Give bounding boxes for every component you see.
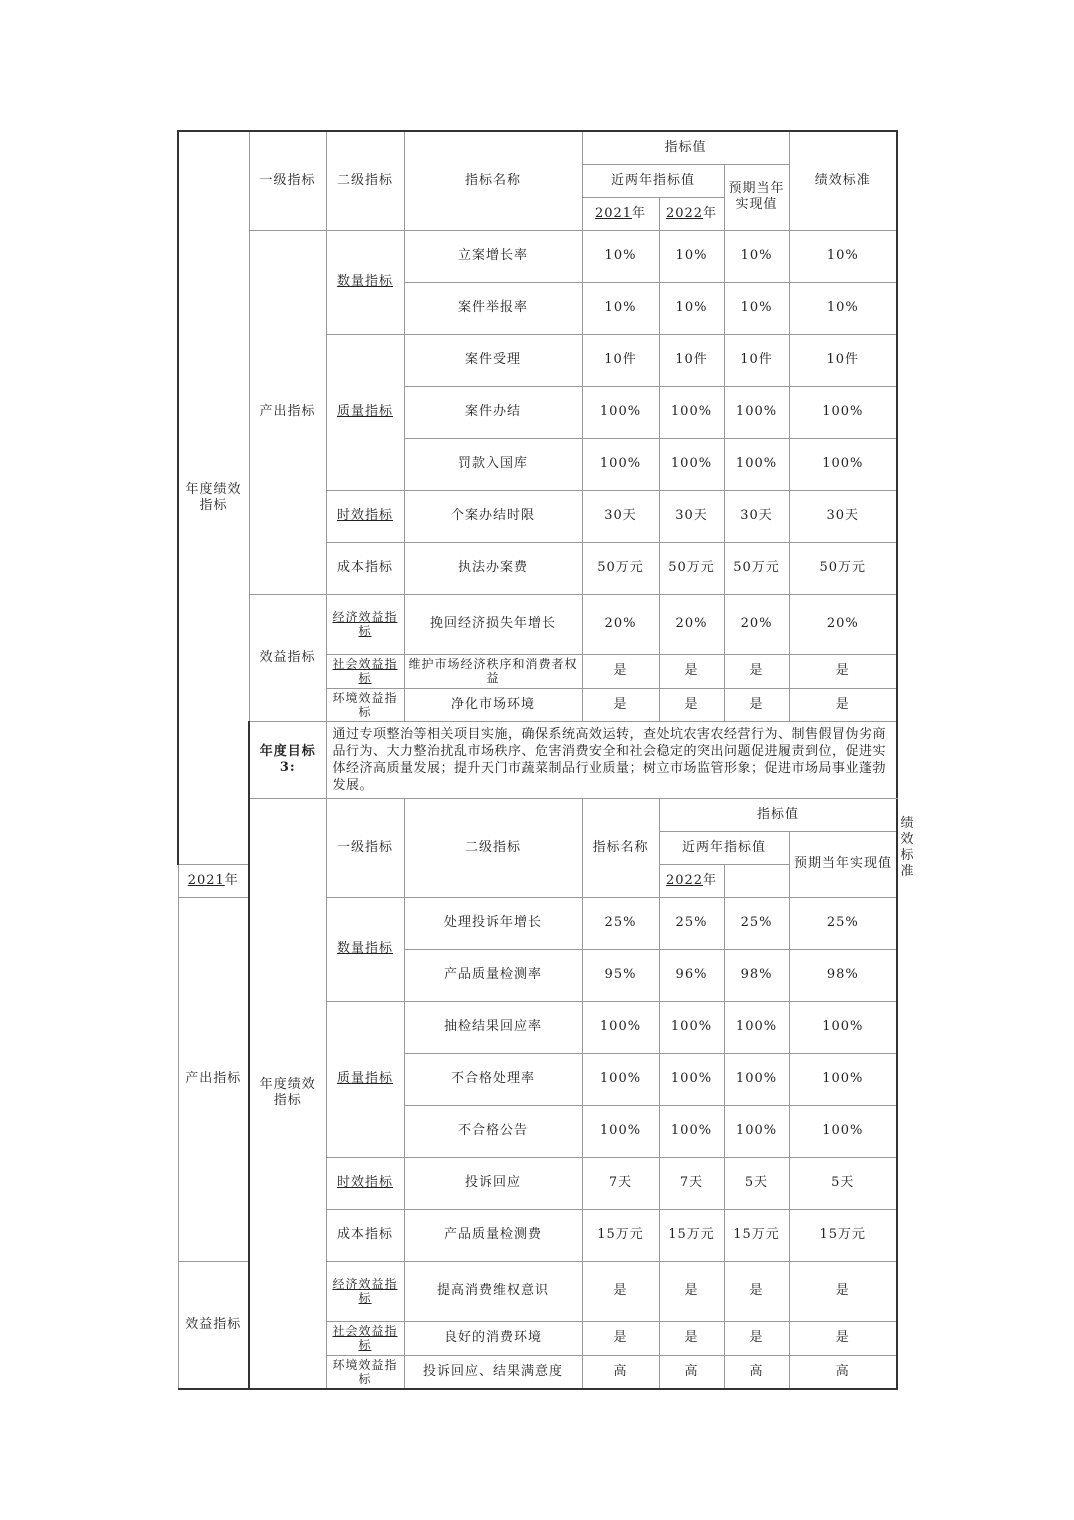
indicator-name: 案件受理 [404,334,582,386]
performance-table: 年度绩效指标 一级指标 二级指标 指标名称 指标值 绩效标准 近两年指标值 预期当年实现值 2021年 2022年 产出指标 数量指标 立案增长率 10% 10% 10% 10% 案件举报率 10% 10% 10% 10% 质量指标 案件受理 10件 10件 10件 10件 案件办结 100% 100% 100% 100% 罚款入国库 100% 100% 100% 100% 时效指标 个案办结时限 30天 30天 30天 30天 成本指标 执法办案费 50万元 50万元 50万元 50万元 效益指标 经济效益指标 挽回经济损失年增长 20% 20% 20% 20% 社会效益指标 维护市场经济秩序和消费者权益 是 是 是 是 环境效益指标 净化市场环境 是 是 是 是 年度目标3: 通过专项整治等相关项目实施，确保系统高效运转，查处坑农害农经营行为、制售假冒伪劣商品行为、大力整治扰乱市场秩序、危害消费安全和社会稳定的突出问题促进履责到位，促进实体经济高质量发展；提升天门市蔬菜制品行业质量；树立市场监管形象；促进市场局事业蓬勃发展。 年度绩效指标 一级指标 二级指标 指标名称 指标值 绩效标准 近两年指标值 预期当年实现值 2021年 2022年 产出指标 数量指标 处理投诉年增长 25% 25% 25% 25% 产品质量检测率 95% 96% 98% 98% 质量指标 抽检结果回应率 100% 100% 100% 100% 不合格处理率 100% 100% 100% 100% 不合格公告 100% 100% 100% 100% 时效指标 投诉回应 7天 7天 5天 5天 成本指标 产品质量检测费 15万元 15万元 15万元 15万元 效益指标 经济效益指标 提高消费维权意识 是 是 是 是 社会效益指标 良好的消费环境 是 是 是 是 环境效益指标 投诉回应、结果满意度 高 高 高 高 [177,130,898,1390]
value-expected: 30天 [724,490,789,542]
value-standard: 是 [789,1261,897,1321]
value-2022: 7天 [659,1157,724,1209]
value-2021: 是 [582,1321,659,1355]
value-standard: 50万元 [789,542,897,594]
value-standard: 25% [789,897,897,949]
indicator-name: 净化市场环境 [404,688,582,721]
header-level1: 一级指标 [249,131,326,230]
value-2021: 100% [582,1105,659,1157]
header-expected: 预期当年实现值 [724,164,789,230]
value-expected: 100% [724,1105,789,1157]
value-expected: 100% [724,386,789,438]
value-standard: 100% [789,1053,897,1105]
indicator-name: 执法办案费 [404,542,582,594]
value-standard: 15万元 [789,1209,897,1261]
header-standard: 绩效标准 [789,131,897,230]
value-2021: 10% [582,282,659,334]
value-2022: 30天 [659,490,724,542]
value-standard: 20% [789,594,897,654]
level2-quality: 质量指标 [326,1001,404,1157]
indicator-name: 投诉回应 [404,1157,582,1209]
value-2021: 15万元 [582,1209,659,1261]
header-recent-two-years: 近两年指标值 [582,164,724,197]
value-2021: 30天 [582,490,659,542]
value-standard: 高 [789,1355,897,1389]
level1-output: 产出指标 [178,897,249,1261]
value-2021: 100% [582,438,659,490]
header-2022: 2022年 [659,197,724,230]
indicator-name: 维护市场经济秩序和消费者权益 [404,654,582,688]
header-level2: 二级指标 [404,798,582,897]
level2-timeliness: 时效指标 [326,490,404,542]
level2-economic: 经济效益指标 [326,1261,404,1321]
indicator-name: 投诉回应、结果满意度 [404,1355,582,1389]
header-2022: 2022年 [659,864,724,897]
value-standard: 100% [789,386,897,438]
value-2022: 是 [659,688,724,721]
header-indicator-value: 指标值 [582,131,789,164]
value-2021: 10% [582,230,659,282]
value-standard: 30天 [789,490,897,542]
header-level2: 二级指标 [326,131,404,230]
value-standard: 是 [789,688,897,721]
value-expected: 5天 [724,1157,789,1209]
level1-benefit: 效益指标 [178,1261,249,1389]
goal3-label: 年度目标3: [249,721,326,798]
value-standard: 100% [789,1105,897,1157]
level2-environment: 环境效益指标 [326,688,404,721]
value-2021: 是 [582,654,659,688]
level2-quantity: 数量指标 [326,230,404,334]
value-2021: 是 [582,688,659,721]
level1-output: 产出指标 [249,230,326,594]
indicator-name: 良好的消费环境 [404,1321,582,1355]
value-standard: 100% [789,1001,897,1053]
value-expected: 10件 [724,334,789,386]
value-expected: 98% [724,949,789,1001]
indicator-name: 提高消费维权意识 [404,1261,582,1321]
level2-quality: 质量指标 [326,334,404,490]
level1-benefit: 效益指标 [249,594,326,721]
value-expected: 25% [724,897,789,949]
header-2021: 2021年 [582,197,659,230]
indicator-name: 立案增长率 [404,230,582,282]
header-indicator-name: 指标名称 [582,798,659,897]
value-2021: 是 [582,1261,659,1321]
indicator-name: 抽检结果回应率 [404,1001,582,1053]
value-2022: 是 [659,1321,724,1355]
value-expected: 20% [724,594,789,654]
value-expected: 是 [724,1261,789,1321]
level2-cost: 成本指标 [326,1209,404,1261]
value-expected: 15万元 [724,1209,789,1261]
value-standard: 是 [789,1321,897,1355]
value-2022: 100% [659,1053,724,1105]
value-standard: 10% [789,230,897,282]
value-2022: 100% [659,1001,724,1053]
value-2021: 7天 [582,1157,659,1209]
level2-quantity: 数量指标 [326,897,404,1001]
header-expected: 预期当年实现值 [789,831,897,897]
header-indicator-name: 指标名称 [404,131,582,230]
value-2022: 20% [659,594,724,654]
level2-environment: 环境效益指标 [326,1355,404,1389]
value-2022: 10% [659,230,724,282]
value-2021: 20% [582,594,659,654]
value-2021: 10件 [582,334,659,386]
value-2022: 是 [659,654,724,688]
value-expected: 是 [724,688,789,721]
value-2021: 100% [582,1001,659,1053]
value-expected: 50万元 [724,542,789,594]
value-standard: 100% [789,438,897,490]
indicator-name: 不合格处理率 [404,1053,582,1105]
header-level1: 一级指标 [326,798,404,897]
value-2022: 96% [659,949,724,1001]
value-standard: 10% [789,282,897,334]
indicator-name: 不合格公告 [404,1105,582,1157]
indicator-name: 个案办结时限 [404,490,582,542]
value-2021: 高 [582,1355,659,1389]
level2-social: 社会效益指标 [326,1321,404,1355]
indicator-name: 罚款入国库 [404,438,582,490]
value-standard: 是 [789,654,897,688]
value-2022: 100% [659,438,724,490]
value-2022: 10件 [659,334,724,386]
indicator-name: 处理投诉年增长 [404,897,582,949]
goal3-text: 通过专项整治等相关项目实施，确保系统高效运转，查处坑农害农经营行为、制售假冒伪劣商品行为、大力整治扰乱市场秩序、危害消费安全和社会稳定的突出问题促进履责到位，促进实体经济高质量发展；提升天门市蔬菜制品行业质量；树立市场监管形象；促进市场局事业蓬勃发展。 [326,721,897,798]
value-2022: 是 [659,1261,724,1321]
value-2022: 15万元 [659,1209,724,1261]
indicator-name: 案件办结 [404,386,582,438]
value-2021: 25% [582,897,659,949]
indicator-name: 产品质量检测费 [404,1209,582,1261]
value-2022: 100% [659,1105,724,1157]
indicator-name: 案件举报率 [404,282,582,334]
row-header-annual-indicators: 年度绩效指标 [178,131,249,864]
level2-economic: 经济效益指标 [326,594,404,654]
value-2022: 25% [659,897,724,949]
header-indicator-value: 指标值 [659,798,897,831]
value-expected: 高 [724,1355,789,1389]
value-2022: 高 [659,1355,724,1389]
value-expected: 100% [724,438,789,490]
level2-social: 社会效益指标 [326,654,404,688]
header-recent-two-years: 近两年指标值 [659,831,789,864]
value-2022: 10% [659,282,724,334]
value-expected: 10% [724,282,789,334]
value-2021: 100% [582,1053,659,1105]
indicator-name: 挽回经济损失年增长 [404,594,582,654]
value-expected: 100% [724,1053,789,1105]
value-2021: 50万元 [582,542,659,594]
value-expected: 100% [724,1001,789,1053]
value-standard: 98% [789,949,897,1001]
level2-timeliness: 时效指标 [326,1157,404,1209]
value-2022: 50万元 [659,542,724,594]
row-header-annual-indicators-2: 年度绩效指标 [249,798,326,1389]
performance-table-page [177,130,915,1390]
indicator-name: 产品质量检测率 [404,949,582,1001]
value-2021: 95% [582,949,659,1001]
value-2022: 100% [659,386,724,438]
value-expected: 10% [724,230,789,282]
header-2021: 2021年 [178,864,249,897]
value-expected: 是 [724,1321,789,1355]
value-standard: 10件 [789,334,897,386]
level2-cost: 成本指标 [326,542,404,594]
value-standard: 5天 [789,1157,897,1209]
value-expected: 是 [724,654,789,688]
value-2021: 100% [582,386,659,438]
